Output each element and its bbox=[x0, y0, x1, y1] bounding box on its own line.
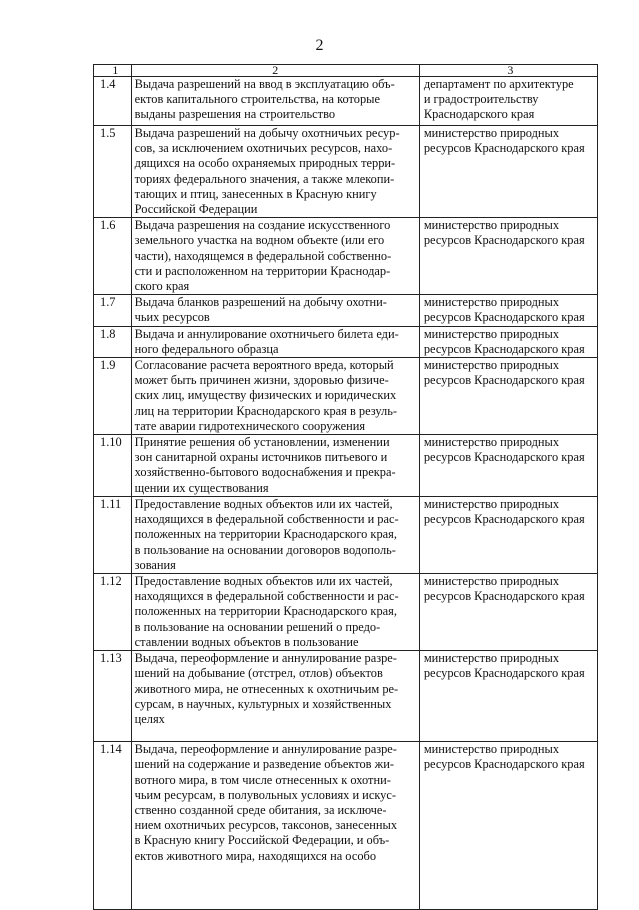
service-name-line: Предоставление водных объектов или их частей, bbox=[134, 574, 393, 589]
table-row bbox=[94, 218, 598, 295]
service-name-line: хозяйственно-бытового водоснабжения и прекра- bbox=[134, 465, 396, 480]
service-name-line: Выдача, переоформление и аннулирование разре- bbox=[134, 742, 397, 757]
responsible-authority bbox=[419, 497, 597, 574]
service-name-line: в Красную книгу Российской Федерации, и объ- bbox=[134, 833, 390, 848]
header-col-3: 3 bbox=[419, 65, 597, 77]
service-name-line: ственно созданной среде обитания, за исключе- bbox=[134, 802, 387, 817]
responsible-authority-line: министерство природных bbox=[423, 218, 560, 233]
table-row bbox=[94, 574, 598, 651]
service-name bbox=[131, 497, 419, 574]
service-name-line: Выдача и аннулирование охотничьего билета еди- bbox=[134, 326, 399, 341]
table-row bbox=[94, 651, 598, 742]
service-name-line: ектов животного мира, находящихся на особо bbox=[134, 848, 377, 863]
service-name-line: ских лиц, имуществу физических и юридических bbox=[134, 388, 397, 403]
row-number: 1.4 bbox=[94, 77, 132, 126]
service-name-line: ского края bbox=[134, 279, 190, 294]
service-name-line: Выдача разрешения на создание искусственного bbox=[134, 218, 391, 233]
service-name-line: тающих и птиц, занесенных в Красную книгу bbox=[134, 186, 377, 201]
service-name-line: лиц на территории Краснодарского края в резуль- bbox=[134, 403, 398, 418]
service-name-line: части), находящемся в федеральной собственно- bbox=[134, 248, 392, 263]
responsible-authority-line: министерство природных bbox=[423, 126, 560, 140]
table-row bbox=[94, 358, 598, 435]
service-name bbox=[131, 126, 419, 218]
row-number: 1.9 bbox=[94, 358, 132, 435]
responsible-authority bbox=[419, 742, 597, 910]
service-name-line: животного мира, не отнесенных к охотничьим ре- bbox=[134, 681, 399, 696]
responsible-authority-line: ресурсов Краснодарского края bbox=[423, 233, 585, 248]
service-name-line: ектов капитального строительства, на которые bbox=[134, 92, 381, 107]
service-name-line: целях bbox=[134, 711, 165, 726]
row-number: 1.11 bbox=[94, 497, 132, 574]
service-name bbox=[131, 77, 419, 126]
responsible-authority-line: министерство природных bbox=[423, 358, 560, 373]
responsible-authority-line: ресурсов Краснодарского края bbox=[423, 373, 585, 388]
service-name-line: зования bbox=[134, 557, 176, 572]
service-name-line: Согласование расчета вероятного вреда, который bbox=[134, 358, 394, 373]
responsible-authority bbox=[419, 651, 597, 742]
responsible-authority bbox=[419, 126, 597, 218]
table-header-row bbox=[94, 65, 598, 77]
responsible-authority bbox=[419, 326, 597, 357]
service-name bbox=[131, 326, 419, 357]
responsible-authority-line: министерство природных bbox=[423, 326, 560, 341]
responsible-authority-line: министерство природных bbox=[423, 742, 560, 757]
page-number: 2 bbox=[315, 37, 324, 54]
responsible-authority-line: министерство природных bbox=[423, 435, 560, 450]
responsible-authority-line: ресурсов Краснодарского края bbox=[423, 310, 585, 325]
responsible-authority-line: министерство природных bbox=[423, 651, 560, 666]
responsible-authority-line: ресурсов Краснодарского края bbox=[423, 341, 585, 356]
row-number: 1.8 bbox=[94, 326, 132, 357]
service-name-line: Выдача, переоформление и аннулирование разре- bbox=[134, 651, 397, 666]
service-name-line: вотного мира, в том числе отнесенных к охотни- bbox=[134, 772, 391, 787]
service-name-line: Российской Федерации bbox=[134, 202, 258, 217]
responsible-authority-line: Краснодарского края bbox=[423, 107, 535, 122]
service-name-line: ного федерального образца bbox=[134, 341, 279, 356]
responsible-authority bbox=[419, 218, 597, 295]
service-name-line: в пользование на основании договоров водополь- bbox=[134, 542, 396, 557]
service-name-line: шений на содержание и разведение объектов жи- bbox=[134, 757, 394, 772]
row-number: 1.14 bbox=[94, 742, 132, 910]
table-body bbox=[94, 65, 598, 910]
service-name-line: зон санитарной охраны источников питьевого и bbox=[134, 450, 388, 465]
responsible-authority bbox=[419, 295, 597, 326]
row-number: 1.10 bbox=[94, 435, 132, 497]
service-name-line: чьим ресурсам, в полувольных условиях и искус- bbox=[134, 787, 396, 802]
table-row bbox=[94, 435, 598, 497]
row-number: 1.12 bbox=[94, 574, 132, 651]
responsible-authority-line: министерство природных bbox=[423, 497, 560, 512]
service-name-line: сурсам, в научных, культурных и хозяйственных bbox=[134, 696, 392, 711]
responsible-authority-line: ресурсов Краснодарского края bbox=[423, 666, 585, 681]
responsible-authority-line: ресурсов Краснодарского края bbox=[423, 141, 585, 156]
responsible-authority-line: департамент по архитектуре bbox=[423, 77, 574, 91]
row-number: 1.5 bbox=[94, 126, 132, 218]
service-name-line: ставлении водных объектов в пользование bbox=[134, 634, 359, 649]
service-name bbox=[131, 295, 419, 326]
service-name-line: чьих ресурсов bbox=[134, 310, 210, 325]
service-name bbox=[131, 574, 419, 651]
service-name-line: в пользование на основании решений о предо- bbox=[134, 619, 381, 634]
table-row bbox=[94, 326, 598, 357]
row-number: 1.6 bbox=[94, 218, 132, 295]
service-name-line: может быть причинен жизни, здоровью физиче- bbox=[134, 373, 389, 388]
service-name bbox=[131, 218, 419, 295]
row-number: 1.7 bbox=[94, 295, 132, 326]
service-name bbox=[131, 358, 419, 435]
service-name-line: Предоставление водных объектов или их частей, bbox=[134, 497, 393, 512]
service-name-line: дящихся на особо охраняемых природных терри- bbox=[134, 156, 396, 171]
service-name-line: положенных на территории Краснодарского края, bbox=[134, 527, 397, 542]
service-name-line: Принятие решения об установлении, изменении bbox=[134, 435, 390, 450]
service-name-line: Выдача разрешений на ввод в эксплуатацию объ- bbox=[134, 77, 395, 91]
service-name-line: Выдача бланков разрешений на добычу охотни- bbox=[134, 295, 387, 310]
header-col-2: 2 bbox=[131, 65, 419, 77]
service-name bbox=[131, 651, 419, 742]
header-col-1: 1 bbox=[94, 65, 132, 77]
service-name-line: находящихся в федеральной собственности и рас- bbox=[134, 589, 399, 604]
service-name-line: земельного участка на водном объекте (или его bbox=[134, 233, 385, 248]
responsible-authority-line: ресурсов Краснодарского края bbox=[423, 757, 585, 772]
responsible-authority-line: ресурсов Краснодарского края bbox=[423, 512, 585, 527]
services-table bbox=[93, 64, 598, 910]
service-name-line: тате аварии гидротехнического сооружения bbox=[134, 418, 366, 433]
service-name-line: сти и расположенном на территории Краснодар- bbox=[134, 263, 391, 278]
service-name-line: шений на добывание (отстрел, отлов) объектов bbox=[134, 666, 383, 681]
service-name-line: положенных на территории Краснодарского края, bbox=[134, 604, 397, 619]
service-name-line: нием охотничьих ресурсов, таксонов, занесенных bbox=[134, 818, 398, 833]
responsible-authority bbox=[419, 435, 597, 497]
service-name-line: ториях федерального значения, а также млекопи- bbox=[134, 171, 395, 186]
responsible-authority bbox=[419, 77, 597, 126]
responsible-authority-line: и градостроительству bbox=[423, 92, 539, 107]
responsible-authority bbox=[419, 358, 597, 435]
responsible-authority-line: ресурсов Краснодарского края bbox=[423, 589, 585, 604]
responsible-authority-line: министерство природных bbox=[423, 574, 560, 589]
service-name-line: Выдача разрешений на добычу охотничьих ресур- bbox=[134, 126, 400, 140]
responsible-authority bbox=[419, 574, 597, 651]
table-row bbox=[94, 77, 598, 126]
service-name bbox=[131, 742, 419, 910]
table-row bbox=[94, 497, 598, 574]
responsible-authority-line: ресурсов Краснодарского края bbox=[423, 450, 585, 465]
responsible-authority-line: министерство природных bbox=[423, 295, 560, 310]
service-name-line: щении их существования bbox=[134, 480, 269, 495]
table-row bbox=[94, 742, 598, 910]
service-name-line: сов, за исключением охотничьих ресурсов, нахо- bbox=[134, 141, 393, 156]
table-row bbox=[94, 295, 598, 326]
service-name bbox=[131, 435, 419, 497]
service-name-line: находящихся в федеральной собственности и рас- bbox=[134, 512, 399, 527]
table-row bbox=[94, 126, 598, 218]
service-name-line: выданы разрешения на строительство bbox=[134, 107, 336, 122]
row-number: 1.13 bbox=[94, 651, 132, 742]
